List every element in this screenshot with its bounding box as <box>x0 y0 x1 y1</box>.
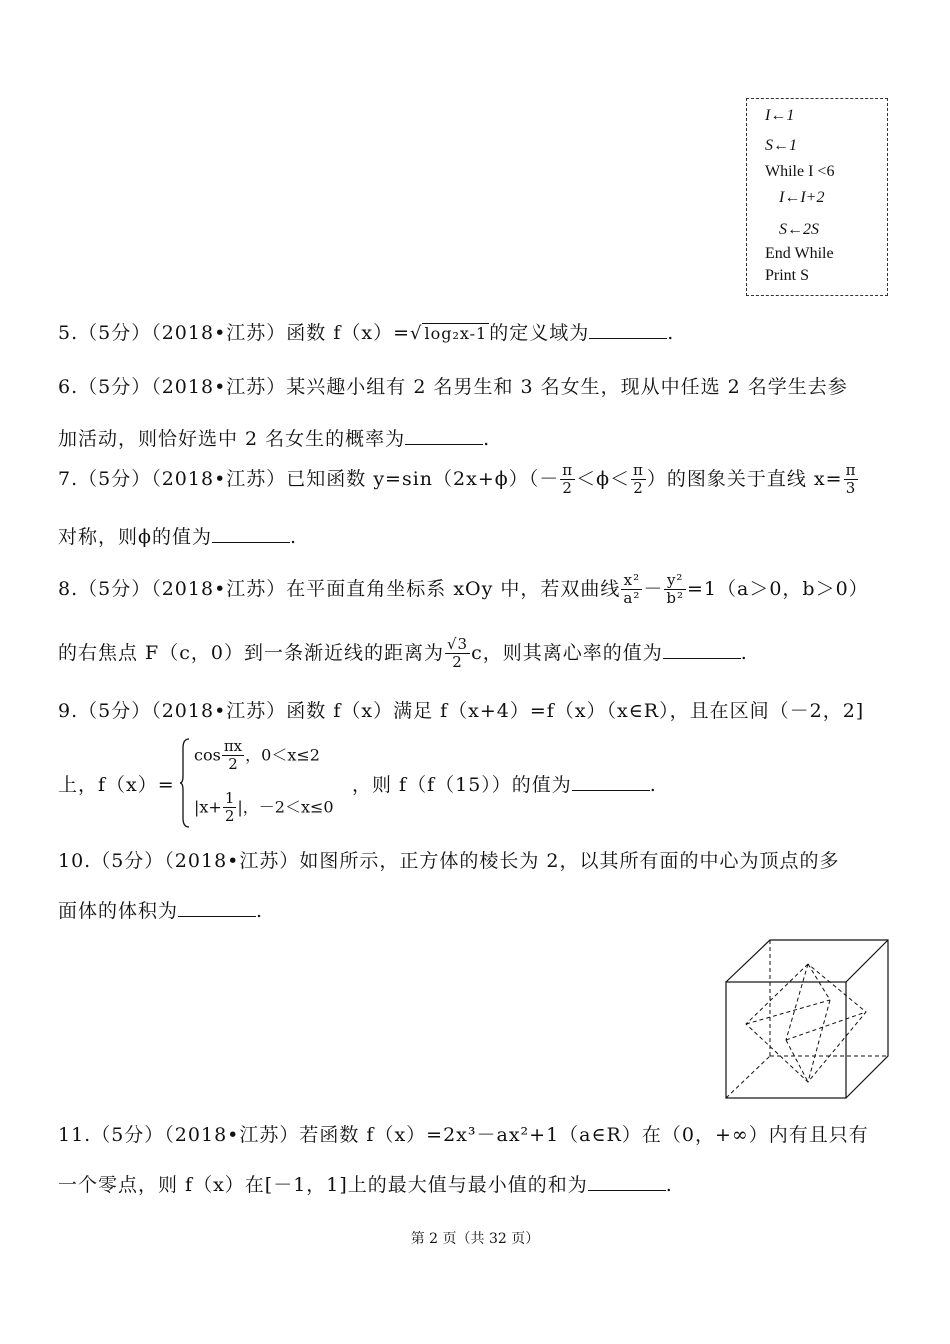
piece-2: |x+ $\frac{1}{2}$ |，－2＜x≤0 <box>194 789 334 826</box>
question-11-line2: 一个零点，则 f（x）在[－1，1]上的最大值与最小值的和为 . <box>58 1174 673 1196</box>
q5-radicand: log₂x-1 <box>424 324 488 343</box>
code-line: S←1 <box>765 137 797 154</box>
answer-blank[interactable] <box>405 426 483 445</box>
question-6-line1: 6.（5分）（2018•江苏）某兴趣小组有 2 名男生和 3 名女生，现从中任选 2 名学生去参 <box>58 376 848 398</box>
answer-blank[interactable] <box>663 640 741 659</box>
question-9-line2-prefix: 上，f（x）= <box>58 774 175 796</box>
question-7-line1: 7.（5分）（2018•江苏）已知函数 y=sin（2x+ϕ）（－ $\frac{\pi}{2}$ ＜ϕ＜ $\frac{\pi}{2}$ ）的图象关于直线 x= $\frac{\pi}{3}$ <box>58 461 857 498</box>
q5-text: 5.（5分）（2018•江苏）函数 f（x）= <box>58 322 410 344</box>
code-line: While I <6 <box>765 163 835 180</box>
answer-blank[interactable] <box>588 1172 666 1191</box>
code-line: End While <box>765 245 834 262</box>
answer-blank[interactable] <box>589 320 667 339</box>
cube-octahedron-figure <box>722 936 894 1102</box>
answer-blank[interactable] <box>212 524 290 543</box>
algorithm-box <box>746 98 888 296</box>
q5-suffix: 的定义域为 <box>489 322 590 344</box>
question-8-line2: 的右焦点 F（c，0）到一条渐近线的距离为 $\frac{√3}{2}$ c，则其离心率的值为 . <box>58 635 748 672</box>
answer-blank[interactable] <box>178 898 256 917</box>
question-11-line1: 11.（5分）（2018•江苏）若函数 f（x）=2x³－ax²+1（a∈R）在（0，+∞）内有且只有 <box>58 1124 869 1146</box>
fraction: $\frac{√3}{2}$ <box>446 635 469 672</box>
piecewise-brace <box>180 738 190 828</box>
question-6-line2: 加活动，则恰好选中 2 名女生的概率为 . <box>58 428 491 450</box>
question-7-line2: 对称，则ϕ的值为 . <box>58 526 297 548</box>
question-9-line2-suffix: ，则 f（f（15））的值为 . <box>352 774 657 796</box>
piece-1: cos $\frac{\pi x}{2}$ ，0＜x≤2 <box>194 737 320 774</box>
question-5: 5.（5分）（2018•江苏）函数 f（x）=√ log₂x-1 的定义域为 . <box>58 322 675 344</box>
code-line: I←I+2 <box>779 189 825 206</box>
code-line: S←2S <box>779 221 819 238</box>
answer-blank[interactable] <box>572 772 650 791</box>
code-line: Print S <box>765 267 810 284</box>
fraction: $\frac{\text{x²}}{\text{a²}}$ <box>623 571 641 608</box>
question-10-line2: 面体的体积为 . <box>58 900 264 922</box>
question-10-line1: 10.（5分）（2018•江苏）如图所示，正方体的棱长为 2，以其所有面的中心为顶点的多 <box>58 850 840 872</box>
fraction: $\frac{\text{y²}}{\text{b²}}$ <box>666 571 684 608</box>
fraction: $\frac{\pi x}{2}$ <box>223 737 243 774</box>
page-footer: 第 2 页（共 32 页） <box>410 1231 540 1247</box>
fraction: $\frac{\pi}{3}$ <box>845 461 857 498</box>
code-line: I←1 <box>765 107 795 124</box>
fraction: $\frac{\pi}{2}$ <box>562 461 574 498</box>
question-8-line1: 8.（5分）（2018•江苏）在平面直角坐标系 xOy 中，若双曲线 $\frac{\text{x²}}{\text{a²}}$ － $\frac{\text{y²}}{\text{b²}}$ =1（a＞0，b＞0） <box>58 571 869 608</box>
question-9-line1: 9.（5分）（2018•江苏）函数 f（x）满足 f（x+4）=f（x）（x∈R），且在区间（－2，2] <box>58 700 865 722</box>
fraction: $\frac{\pi}{2}$ <box>633 461 644 498</box>
fraction: $\frac{1}{2}$ <box>224 789 235 826</box>
